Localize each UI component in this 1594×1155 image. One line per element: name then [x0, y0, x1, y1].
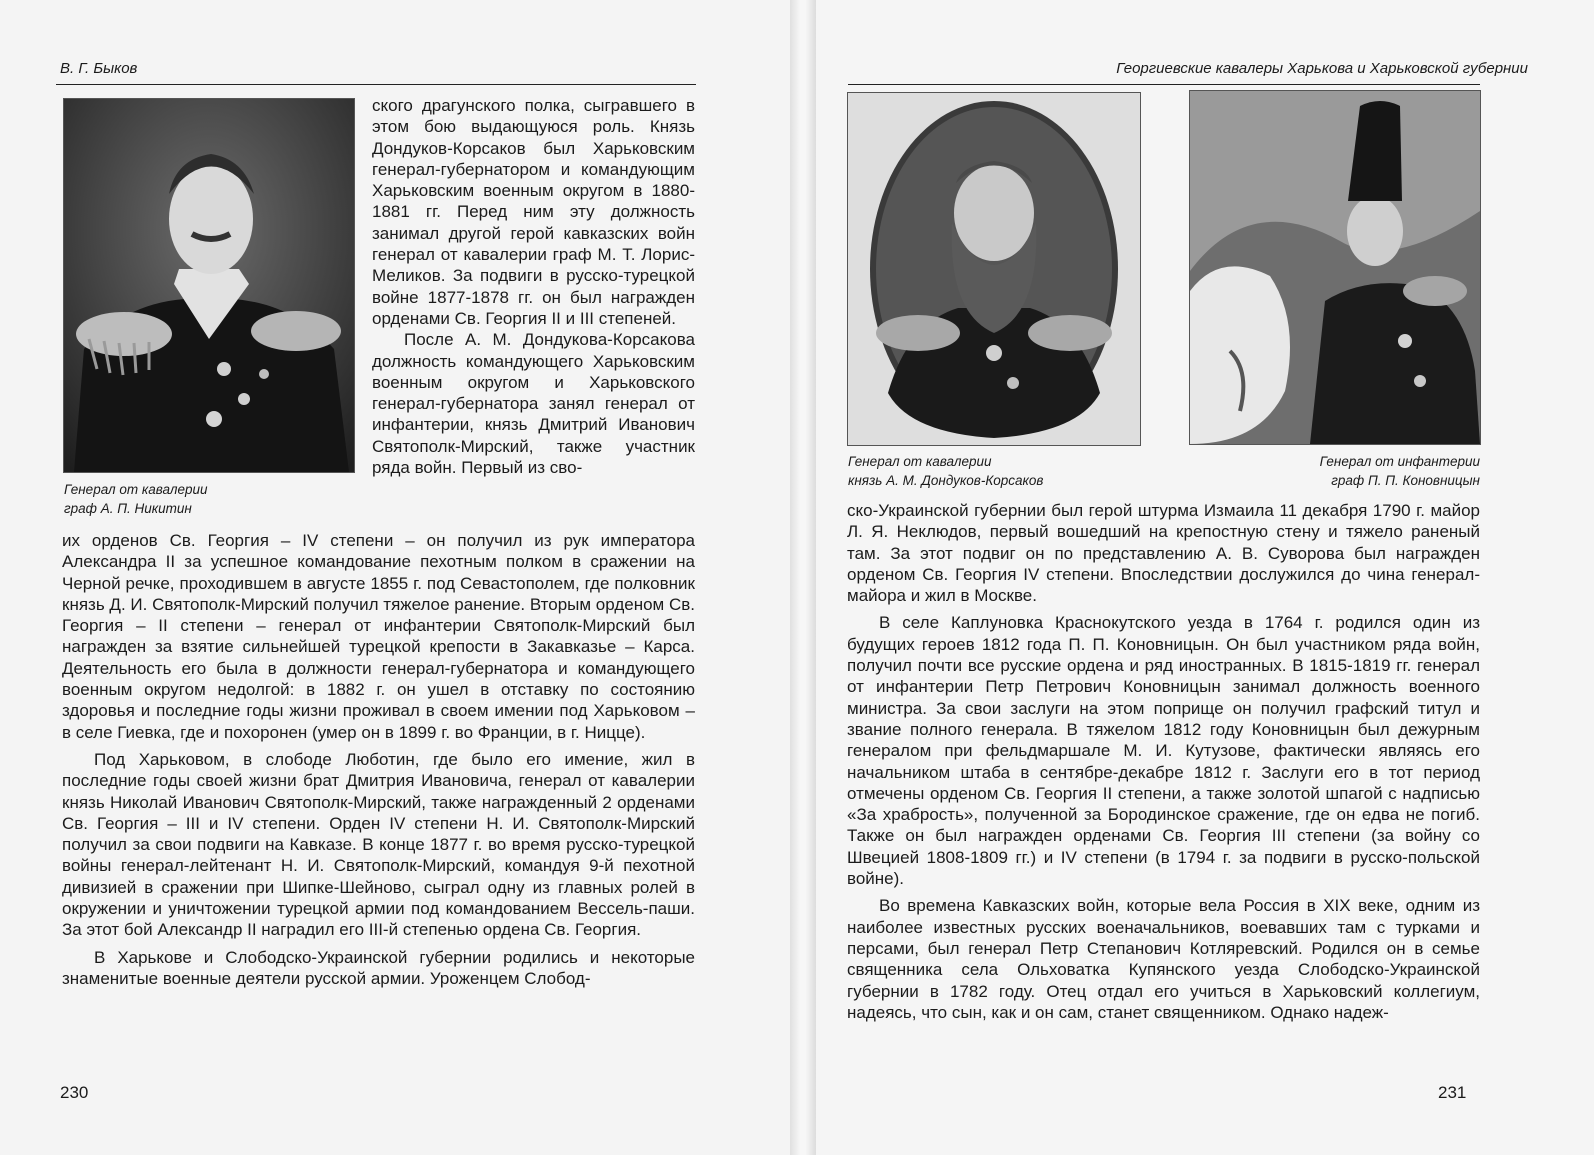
portrait-konovnitsyn-image — [1190, 91, 1480, 444]
header-rule — [56, 84, 696, 85]
paragraph-2: В селе Каплуновка Краснокутского уезда в 1764 г. родился один из будущих героев 1812 года П. П. Коновницын. Он был участником ряда войн, получил почти все русские ордена и ряд иностранных. В 1815-1819 гг. генерал от инфантерии Петр Петрович Коновницын занимал должность военного министра. За свои заслуги на этом поприще он получил графский титул и звание полного генерала. В тяжелом 1812 году Коновницын был дежурным генералом при фельдмаршале М. И. Кутузове, фактически являясь его начальником штаба в сентябре-декабре 1812 г. Заслуги его в тот период отмечены орденом Св. Георгия II степени, а также золотой шпагой с надписью «За храбрость», полученной за Бородинское сражение, где он едва не погиб. Также он был награжден орденами Св. Георгия III степени (за войну со Швецией 1808-1809 гг.) и IV степени (в 1794 г. за подвиги в русско-польской войне). — [847, 613, 1480, 889]
page-number-left: 230 — [60, 1083, 89, 1102]
paragraph-1: ского драгунского полка, сыгравшего в этом бою выдающуюся роль. Князь Дондуков-Корсаков был Харьковским генерал-губернатором и командующим Харьковским военным округом в 1880-1881 гг. Перед ним эту должность занимал другой герой кавказских войн генерал от кавалерии граф М. Т. Лорис-Меликов. За подвиги в русско-турецкой войне 1877-1878 гг. он был награжден орденами Св. Георгия II и III степеней. — [372, 96, 695, 328]
caption-line-2: граф П. П. Коновницын — [1331, 473, 1480, 488]
header-rule-right — [848, 84, 1480, 85]
portrait-dondukov-korsakov-image — [848, 93, 1140, 445]
left-column-full — [62, 530, 695, 989]
caption-line-2: граф А. П. Никитин — [64, 501, 192, 516]
caption-dondukov-korsakov — [848, 452, 1043, 490]
running-head-title: Георгиевские кавалеры Харькова и Харьковской губернии — [1116, 60, 1528, 77]
right-column — [847, 500, 1480, 1023]
paragraph-1: ско-Украинской губернии был герой штурма Измаила 11 декабря 1790 г. майор Л. Я. Неклюдов, первый вошедший на крепостную стену и тяжело раненый там. За этот подвиг он по представлению А. В. Суворова был награжден орденом Св. Георгия IV степени. Впоследствии дослужился до чина генерал-майора и жил в Москве. — [847, 501, 1480, 606]
left-column-narrow — [372, 95, 695, 478]
paragraph-3: Во времена Кавказских войн, которые вела Россия в XIX веке, одним из наиболее известных русских военачальников, воевавших там с турками и персами, был генерал Петр Степанович Котляревский. Родился он в семье священника села Ольховатка Купянского уезда Слободско-Украинской губернии в 1782 году. Отец отдал его учиться в Харьковский коллегиум, надеясь, что сын, как и он сам, станет священником. Однако надеж- — [847, 896, 1480, 1022]
paragraph-2-start: После А. М. Дондукова-Корсакова должность командующего Харьковским военным округом и Харьковского генерал-губернатора занял генерал от инфантерии, князь Дмитрий Иванович Святополк-Мирский, также участник ряда войн. Первый из сво- — [372, 330, 695, 478]
caption-nikitin — [64, 480, 208, 518]
portrait-konovnitsyn — [1189, 90, 1481, 445]
portrait-dondukov-korsakov — [847, 92, 1141, 446]
paragraph-4: В Харькове и Слободско-Украинской губернии родились и некоторые знаменитые военные деятели русской армии. Уроженцем Слобод- — [62, 947, 695, 988]
caption-konovnitsyn — [1280, 452, 1480, 490]
caption-line-1: Генерал от инфантерии — [1319, 454, 1480, 469]
paragraph-2-continued: их орденов Св. Георгия – IV степени – он получил из рук императора Александра II за успешное командование пехотным полком в сражении на Черной речке, проходившем в августе 1855 г. под Севастополем, где полковник князь Д. И. Святополк-Мирский получил тяжелое ранение. Вторым орденом Св. Георгия – II степени – генерал от инфантерии Святополк-Мирский был награжден за взятие сильнейшей турецкой крепости в Закавказье – Карса. Деятельность его была в должности генерал-губернатора и командующего военным округом недолгой: в 1882 г. он ушел в отставку по состоянию здоровья и последние годы жизни проживал в своем имении под Харьковом – в селе Гиевка, где и похоронен (умер он в 1899 г. во Франции, в г. Ницце). — [62, 531, 695, 742]
caption-line-1: Генерал от кавалерии — [848, 454, 992, 469]
portrait-nikitin — [63, 98, 355, 473]
caption-line-2: князь А. М. Дондуков-Корсаков — [848, 473, 1044, 488]
portrait-nikitin-image — [64, 99, 354, 472]
page-number-right: 231 — [1438, 1083, 1467, 1102]
caption-line-1: Генерал от кавалерии — [64, 482, 208, 497]
left-page — [0, 0, 790, 1155]
running-head-author: В. Г. Быков — [60, 60, 138, 77]
paragraph-3: Под Харьковом, в слободе Люботин, где было его имение, жил в последние годы своей жизни брат Дмитрия Ивановича, генерал от кавалерии князь Николай Иванович Святополк-Мирский, также награжденный 2 орденами Св. Георгия – III и IV степени. Орден IV степени Н. И. Святополк-Мирский получил за свои подвиги на Кавказе. В конце 1877 г. во время русско-турецкой войны генерал-лейтенант Н. И. Святополк-Мирский, командуя 9-й пехотной дивизией в сражении при Шипке-Шейново, сыграл одну из главных ролей в окружении и уничтожении турецкой армии под командованием Вессель-паши. За этот бой Александр II наградил его III-й степенью ордена Св. Георгия. — [62, 749, 695, 940]
book-gutter — [790, 0, 816, 1155]
